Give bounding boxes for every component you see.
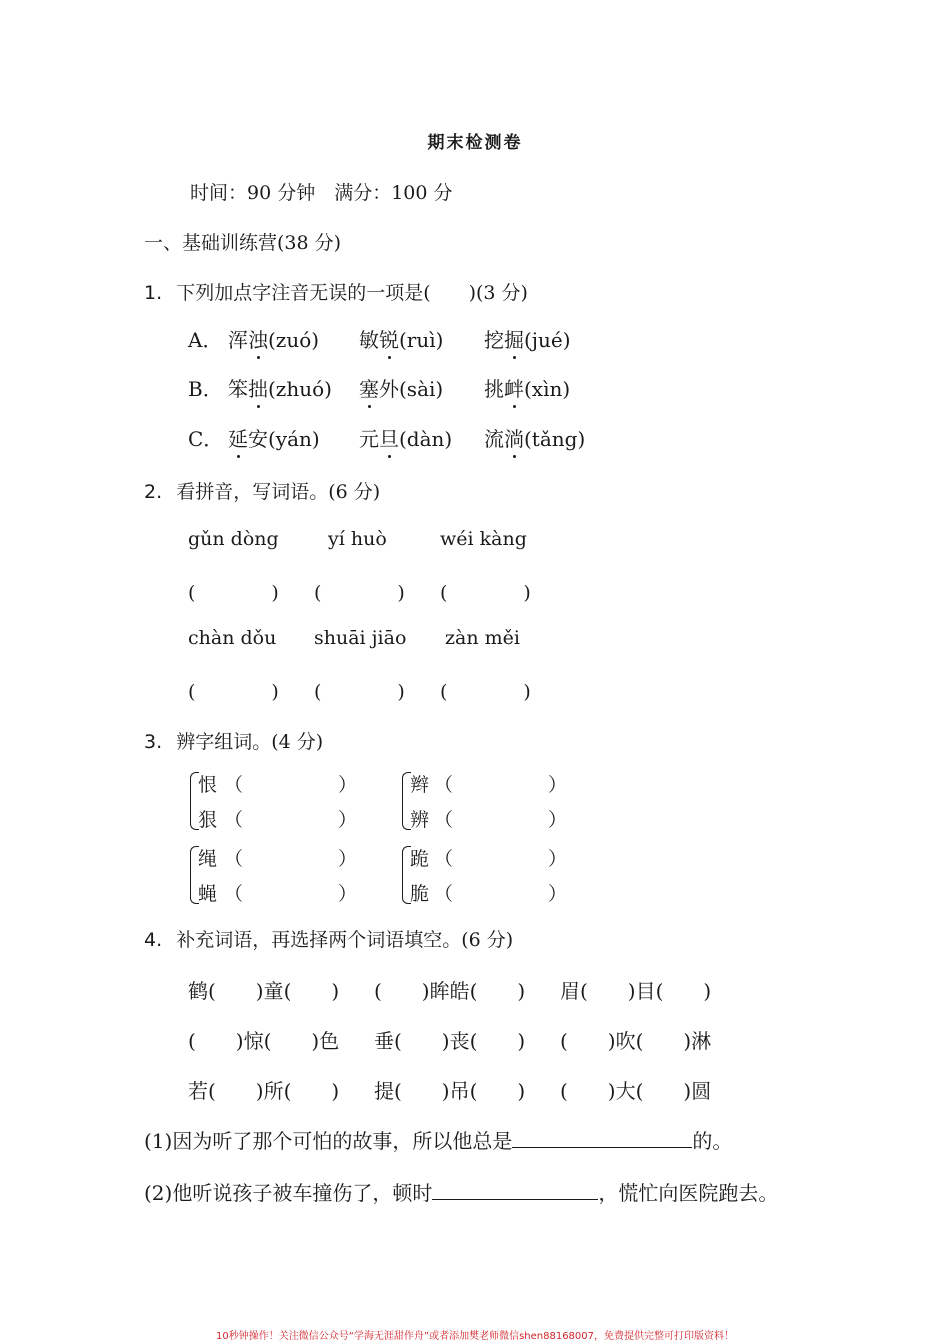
question-3 [144, 727, 323, 754]
question-1 [144, 278, 528, 305]
pinyin: (tǎng) [524, 427, 586, 451]
option-item [228, 373, 332, 402]
pinyin: (sài) [399, 377, 444, 401]
option-a [188, 324, 222, 353]
pinyin-word: zàn měi [445, 627, 520, 649]
dotted-char: 拙 [248, 373, 268, 402]
sentence-text: (2)他听说孩子被车撞伤了，顿时 [144, 1181, 433, 1205]
question-number: 1. [144, 282, 163, 304]
pinyin-word: shuāi jiāo [314, 627, 407, 649]
group-char: 狠 [198, 809, 218, 831]
pinyin-word: yí huò [328, 528, 387, 550]
char: 流 [484, 427, 504, 451]
group-char: 恨 [198, 774, 218, 796]
idiom-blank[interactable]: 垂( )丧( ) [374, 1029, 526, 1053]
idiom-blank[interactable]: 提( )吊( ) [374, 1079, 526, 1103]
dotted-char: 延 [228, 423, 248, 452]
answer-blank[interactable]: （ ） [434, 848, 568, 870]
group-char: 蝇 [198, 883, 218, 905]
fill-line[interactable] [432, 1181, 598, 1200]
answer-blank[interactable]: ( ) [440, 582, 531, 604]
dotted-char: 衅 [504, 373, 524, 402]
option-b [188, 373, 223, 402]
sentence-text: ，慌忙向医院跑去。 [598, 1181, 779, 1205]
fill-line[interactable] [512, 1129, 692, 1148]
group-char: 辫 [410, 774, 430, 796]
idiom-blank[interactable]: 鹤( )童( ) [188, 979, 340, 1003]
char: 浑 [228, 328, 248, 352]
question-4 [144, 925, 513, 952]
question-number: 3. [144, 731, 163, 753]
answer-blank[interactable]: （ ） [224, 848, 358, 870]
dotted-char: 塞 [359, 373, 379, 402]
dotted-char: 浊 [248, 324, 268, 353]
fill-sentence-2 [144, 1177, 778, 1206]
answer-blank[interactable]: （ ） [434, 774, 568, 796]
group-char: 跪 [410, 848, 430, 870]
dotted-char: 锐 [379, 324, 399, 353]
pinyin: (xìn) [524, 377, 571, 401]
dotted-char: 旦 [379, 423, 399, 452]
idiom-blank[interactable]: ( )眸皓( ) [374, 979, 526, 1003]
char: 外 [379, 377, 399, 401]
idiom-blank[interactable]: ( )惊( )色 [188, 1029, 340, 1053]
option-item [359, 324, 443, 353]
page-title: 期末检测卷 [427, 133, 523, 153]
char: 挖 [484, 328, 504, 352]
option-label: C． [188, 427, 224, 451]
idiom-blank[interactable]: ( )大( )圆 [560, 1079, 712, 1103]
char: 笨 [228, 377, 248, 401]
idiom-blank[interactable]: 若( )所( ) [188, 1079, 340, 1103]
pinyin: (dàn) [399, 427, 453, 451]
answer-blank[interactable]: （ ） [224, 809, 358, 831]
question-prompt: 补充词语，再选择两个词语填空。(6 分) [176, 929, 514, 951]
question-number: 4. [144, 929, 163, 951]
exam-info: 时间：90 分钟 满分：100 分 [190, 182, 453, 204]
question-prompt: 下列加点字注音无误的一项是( )(3 分) [176, 282, 528, 304]
answer-blank[interactable]: （ ） [434, 809, 568, 831]
option-item [228, 423, 320, 452]
pinyin: (jué) [524, 328, 571, 352]
fill-sentence-1 [144, 1125, 732, 1154]
char: 挑 [484, 377, 504, 401]
pinyin-word: chàn dǒu [188, 627, 277, 649]
group-char: 辨 [410, 809, 430, 831]
option-item [359, 423, 452, 452]
pinyin: (ruì) [399, 328, 444, 352]
answer-blank[interactable]: （ ） [224, 883, 358, 905]
answer-blank[interactable]: ( ) [188, 681, 279, 703]
pinyin: (zuó) [268, 328, 320, 352]
option-item [484, 423, 585, 452]
answer-blank[interactable]: ( ) [440, 681, 531, 703]
question-number: 2. [144, 481, 163, 503]
answer-blank[interactable]: ( ) [314, 681, 405, 703]
sentence-text: (1)因为听了那个可怕的故事，所以他总是 [144, 1129, 513, 1153]
char: 安 [248, 427, 268, 451]
section-heading: 一、基础训练营(38 分) [144, 232, 342, 254]
answer-blank[interactable]: （ ） [434, 883, 568, 905]
option-label: B． [188, 377, 223, 401]
option-item [484, 373, 570, 402]
group-char: 脆 [410, 883, 430, 905]
idiom-blank[interactable]: 眉( )目( ) [560, 979, 712, 1003]
group-char: 绳 [198, 848, 218, 870]
idiom-blank[interactable]: ( )吹( )淋 [560, 1029, 712, 1053]
pinyin: (yán) [268, 427, 320, 451]
answer-blank[interactable]: ( ) [314, 582, 405, 604]
option-c [188, 423, 223, 452]
question-2 [144, 477, 380, 504]
char: 敏 [359, 328, 379, 352]
pinyin: (zhuó) [268, 377, 332, 401]
option-item [228, 324, 319, 353]
pinyin-word: wéi kàng [440, 528, 527, 550]
answer-blank[interactable]: （ ） [224, 774, 358, 796]
sentence-text: 的。 [692, 1129, 733, 1153]
answer-blank[interactable]: ( ) [188, 582, 279, 604]
option-item [359, 373, 443, 402]
char: 元 [359, 427, 379, 451]
question-prompt: 辨字组词。(4 分) [176, 731, 324, 753]
dotted-char: 淌 [504, 423, 524, 452]
question-prompt: 看拼音，写词语。(6 分) [176, 481, 381, 503]
dotted-char: 掘 [504, 324, 524, 353]
option-item [484, 324, 571, 353]
pinyin-word: gǔn dòng [188, 528, 279, 550]
option-label: A． [188, 328, 223, 352]
footer-note: 10秒钟操作！关注微信公众号“学海无涯甜作舟”或者添加樊老师微信shen88168007，免费提供完整可打印版资料！ [215, 1331, 735, 1342]
